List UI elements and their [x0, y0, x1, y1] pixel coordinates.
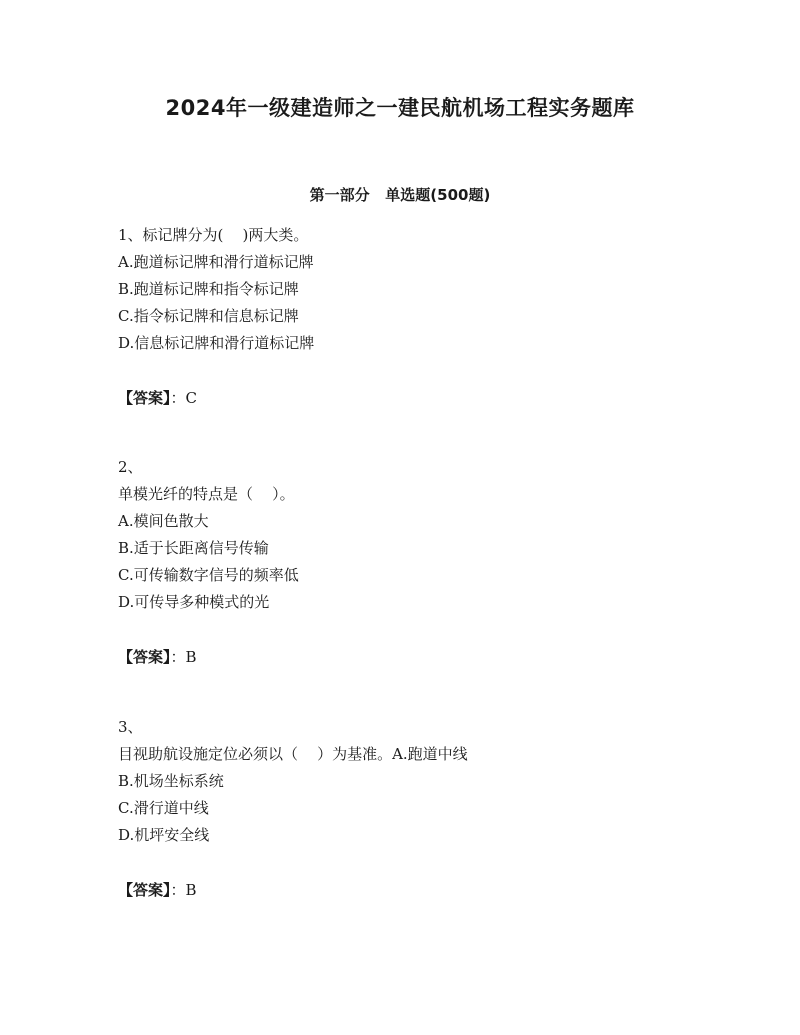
option-c: C.滑行道中线 [118, 799, 209, 817]
option-d: D.可传导多种模式的光 [118, 593, 270, 611]
option-a: A.模间色散大 [118, 512, 209, 530]
question-stem: 1、标记牌分为( )两大类。 [118, 226, 309, 244]
question-3 [118, 714, 758, 904]
answer-separator: ： [170, 881, 186, 899]
answer-line [118, 385, 758, 412]
answer-label: 【答案】 [118, 648, 171, 666]
option-b: B.跑道标记牌和指令标记牌 [118, 280, 299, 298]
answer-separator: ： [170, 389, 186, 407]
option-b: B.机场坐标系统 [118, 772, 224, 790]
answer-separator: ： [170, 648, 186, 666]
answer-value: C [185, 389, 198, 407]
question-2 [118, 454, 758, 671]
question-1 [118, 222, 758, 412]
answer-line [118, 644, 758, 671]
question-number: 3、 [118, 718, 143, 736]
answer-label: 【答案】 [118, 389, 171, 407]
option-d: D.机坪安全线 [118, 826, 210, 844]
answer-value: B [185, 881, 197, 899]
section-title: 第一部分 单选题(500题) [309, 186, 491, 204]
document-title: 2024年一级建造师之一建民航机场工程实务题库 [165, 96, 635, 120]
option-a: A.跑道标记牌和滑行道标记牌 [118, 253, 314, 271]
question-number: 2、 [118, 458, 143, 476]
option-c: C.指令标记牌和信息标记牌 [118, 307, 299, 325]
question-stem: 单模光纤的特点是（ ）。 [118, 485, 295, 503]
answer-line [118, 877, 758, 904]
answer-value: B [185, 648, 197, 666]
option-b: B.适于长距离信号传输 [118, 539, 269, 557]
question-stem: 目视助航设施定位必须以（ ）为基准。A.跑道中线 [118, 745, 468, 763]
answer-label: 【答案】 [118, 881, 171, 899]
option-d: D.信息标记牌和滑行道标记牌 [118, 334, 315, 352]
option-c: C.可传输数字信号的频率低 [118, 566, 299, 584]
